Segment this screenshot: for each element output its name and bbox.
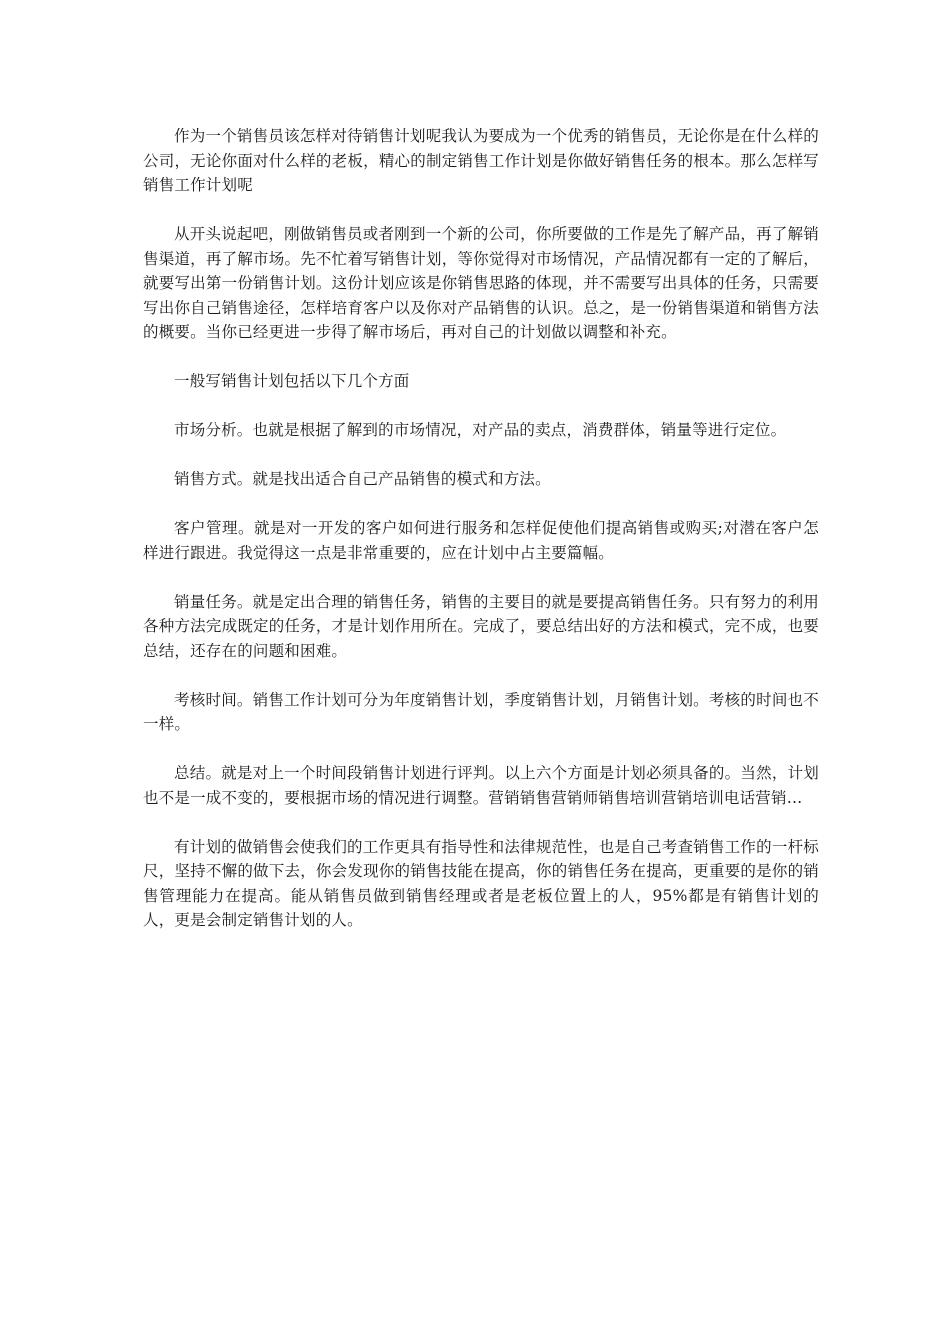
paragraph-customer-management: 客户管理。就是对一开发的客户如何进行服务和怎样促使他们提高销售或购买;对潜在客户怎样进行跟进。我觉得这一点是非常重要的，应在计划中占主要篇幅。 (143, 519, 819, 562)
paragraph-market-analysis: 市场分析。也就是根据了解到的市场情况，对产品的卖点，消费群体，销量等进行定位。 (174, 421, 787, 439)
paragraph-plan-aspects-heading: 一般写销售计划包括以下几个方面 (174, 372, 410, 390)
paragraph-conclusion: 有计划的做销售会使我们的工作更具有指导性和法律规范性，也是自己考查销售工作的一杆标尺，坚持不懈的做下去，你会发现你的销售技能在提高，你的销售任务在提高，更重要的是你的销售管理能力在提高。能从销售员做到销售经理或者是老板位置上的人，95%都是有销售计划的人，更是会制定销售计划的人。 (143, 837, 819, 929)
paragraph-getting-started: 从开头说起吧，刚做销售员或者刚到一个新的公司，你所要做的工作是先了解产品，再了解销售渠道，再了解市场。先不忙着写销售计划，等你觉得对市场情况，产品情况都有一定的了解后，就要写出第一份销售计划。这份计划应该是你销售思路的体现，并不需要写出具体的任务，只需要写出你自己销售途径，怎样培育客户以及你对产品销售的认识。总之，是一份销售渠道和销售方法的概要。当你已经更进一步得了解市场后，再对自己的计划做以调整和补充。 (143, 225, 819, 341)
paragraph-summary: 总结。就是对上一个时间段销售计划进行评判。以上六个方面是计划必须具备的。当然，计划也不是一成不变的，要根据市场的情况进行调整。营销销售营销师销售培训营销培训电话营销… (143, 764, 819, 807)
paragraph-assessment-time: 考核时间。销售工作计划可分为年度销售计划，季度销售计划，月销售计划。考核的时间也不 一样。 (143, 690, 819, 733)
paragraph-intro: 作为一个销售员该怎样对待销售计划呢我认为要成为一个优秀的销售员，无论你是在什么样的公司，无论你面对什么样的老板，精心的制定销售工作计划是你做好销售任务的根本。那么怎样写销售工作计划呢 (143, 127, 819, 194)
paragraph-sales-target: 销量任务。就是定出合理的销售任务，销售的主要目的就是要提高销售任务。只有努力的利用各种方法完成既定的任务，才是计划作用所在。完成了，要总结出好的方法和模式，完不成，也要总结，还存在的问题和困难。 (143, 592, 819, 660)
document-body (143, 124, 819, 957)
paragraph-sales-method: 销售方式。就是找出适合自己产品销售的模式和方法。 (174, 470, 551, 488)
